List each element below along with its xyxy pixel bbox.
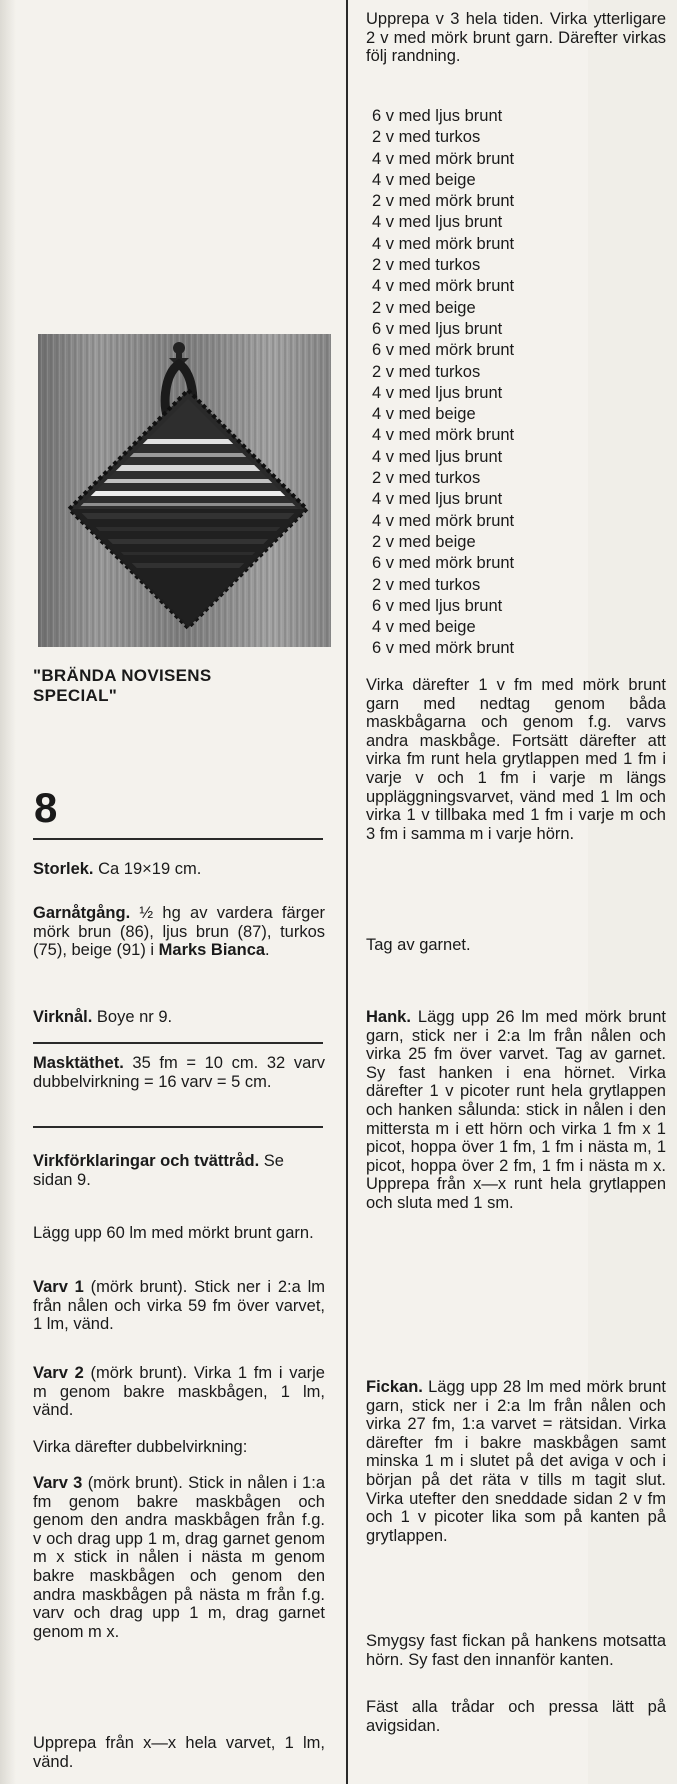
masktathet-label: Masktäthet. [33,1054,124,1072]
virknal-text: Boye nr 9. [92,1008,173,1026]
stripe-item: 4 v med mörk brunt [372,277,515,296]
stripe-item: 4 v med beige [372,618,476,637]
stripe-item: 4 v med mörk brunt [372,234,515,253]
virkforklaringar-paragraph [33,1152,325,1189]
stripe-item: 6 v med ljus brunt [372,107,503,125]
column-divider [346,0,348,1784]
stripe-item: 2 v med turkos [372,256,481,275]
masktathet-paragraph [33,1054,325,1091]
stripe-item: 2 v med turkos [372,362,481,381]
stripe-item: 6 v med ljus brunt [372,319,503,338]
hank-label: Hank. [366,1008,411,1026]
stripe-item: 2 v med turkos [372,469,481,488]
garnatgang-text: ½ hg av vardera färger mörk brun (86), ljus brun (87), turkos (75), beige (91) i [33,904,325,960]
virka-darefter-paragraph: Virka därefter dubbelvirkning: [33,1438,248,1456]
stripe-list [372,106,632,660]
garnatgang-brand: Marks Bianca [158,941,266,960]
stripe-item: 4 v med ljus brunt [372,490,503,509]
fickan-label: Fickan. [366,1378,423,1396]
stripe-item: 4 v med ljus brunt [372,447,503,466]
pattern-caption [33,666,323,706]
fast-alla-paragraph: Fäst alla trådar och pressa lätt på avigsidan. [366,1698,666,1735]
upprepa-left-paragraph: Upprepa från x—x hela varvet, 1 lm, vänd. [33,1734,325,1771]
divider-2 [33,1042,323,1044]
hank-paragraph [366,1008,666,1213]
stripe-item: 6 v med mörk brunt [372,554,515,573]
caption-line-2: SPECIAL" [33,686,118,705]
lagg-upp-paragraph: Lägg upp 60 lm med mörkt brunt garn. [33,1224,314,1242]
varv2-paragraph [33,1364,325,1420]
stripe-item: 6 v med ljus brunt [372,596,503,615]
stripe-item: 6 v med mörk brunt [372,639,515,658]
stripe-item: 4 v med mörk brunt [372,511,515,530]
varv1-text: (mörk brunt). Stick ner i 2:a lm från nålen och virka 59 fm över varvet, 1 lm, vänd. [33,1278,325,1334]
garnatgang-paragraph [33,904,325,960]
divider-3 [33,1126,323,1128]
smygsy-paragraph: Smygsy fast fickan på hankens motsatta hörn. Sy fast den innanför kanten. [366,1632,666,1669]
hank-text: Lägg upp 26 lm med mörk brunt garn, stick ner i 2:a lm från nålen och virka 25 fm över varvet. Tag av garnet. Sy fast hanken i ena hörnet. Virka därefter 1 v picoter runt hela grytlappen och hanken sålunda: stick in nålen i den mittersta m i ett hörn och virka 1 fm x 1 picot, hoppa över 1 fm, 1 fm i nästa m, 1 picot, hoppa över 2 fm, 1 fm i nästa m x. Upprepa från x—x runt hela grytlappen och sluta med 1 sm. [366,1008,666,1212]
storlek-text: Ca 19×19 cm. [93,860,202,878]
storlek-label: Storlek. [33,860,94,878]
virka-fm-paragraph: Virka därefter 1 v fm med mörk brunt garn med nedtag genom båda maskbågarna och genom f.g. varvs andra maskbåge. Fortsätt därefter att virka fm runt hela grytlappen med 1 fm i varje v och 1 fm i varje m längs uppläggningsvarvet, vänd med 1 lm och virka 1 v tillbaka med 1 fm i varje m och 3 fm i samma m i varje hörn. [366,676,666,843]
stripe-item: 2 v med turkos [372,128,481,147]
garnatgang-label: Garnåtgång. [33,904,131,922]
caption-line-1: "BRÄNDA NOVISENS [33,666,212,685]
varv3-text: (mörk brunt). Stick in nålen i 1:a fm genom bakre maskbågen och genom den andra maskbågen från f.g. v och drag upp 1 m, drag garnet genom m x stick in nålen i nästa m genom bakre maskbågen och genom den andra maskbågen på nästa m från f.g. varv och drag upp 1 m, drag garnet genom m x. [33,1474,325,1641]
stripe-item: 6 v med mörk brunt [372,341,515,360]
varv2-text: (mörk brunt). Virka 1 fm i varje m genom bakre maskbågen, 1 lm, vänd. [33,1364,325,1420]
virkforklaringar-label: Virkförklaringar och tvättråd. [33,1152,260,1170]
varv2-label: Varv 2 [33,1364,84,1382]
stripe-item: 4 v med ljus brunt [372,213,503,232]
garnatgang-end: . [265,941,270,960]
varv1-label: Varv 1 [33,1278,84,1296]
divider-1 [33,838,323,840]
fickan-text: Lägg upp 28 lm med mörk brunt garn, stick ner i 2:a lm från nålen och virka 27 fm, 1:a varvet = rätsidan. Virka därefter fm i bakre maskbågen samt minska 1 m i slutet på det aviga v och i början på det räta v tills m tagit slut. Virka utefter den sneddade sidan 2 v fm och 1 v picoter lika som på kanten på grytlappen. [366,1378,666,1545]
pattern-number: 8 [34,784,58,831]
storlek-paragraph [33,860,325,879]
stripe-item: 4 v med mörk brunt [372,149,515,168]
stripe-item: 4 v med beige [372,405,476,424]
potholder-photo [38,334,331,647]
stripe-item: 2 v med beige [372,298,476,317]
varv3-label: Varv 3 [33,1474,83,1492]
varv3-paragraph [33,1474,325,1641]
stripe-item: 4 v med beige [372,170,476,189]
varv1-paragraph [33,1278,325,1334]
stripe-item: 2 v med turkos [372,575,481,594]
page-edge-shadow [0,0,16,1784]
masktathet-text: 35 fm = 10 cm. 32 varv dubbelvirkning = 16 varv = 5 cm. [33,1054,325,1091]
stripe-item: 4 v med mörk brunt [372,426,515,445]
fickan-paragraph [366,1378,666,1545]
stripe-item: 2 v med mörk brunt [372,192,515,211]
virknal-paragraph [33,1008,325,1027]
upprepa-right-paragraph: Upprepa v 3 hela tiden. Virka ytterligare 2 v med mörk brunt garn. Därefter virkas följ randning. [366,10,666,66]
stripe-item: 4 v med ljus brunt [372,383,503,402]
stripe-item: 2 v med beige [372,532,476,551]
tag-av-paragraph: Tag av garnet. [366,936,471,954]
virkforklaringar-text: Se sidan 9. [33,1152,284,1189]
virknal-label: Virknål. [33,1008,93,1026]
